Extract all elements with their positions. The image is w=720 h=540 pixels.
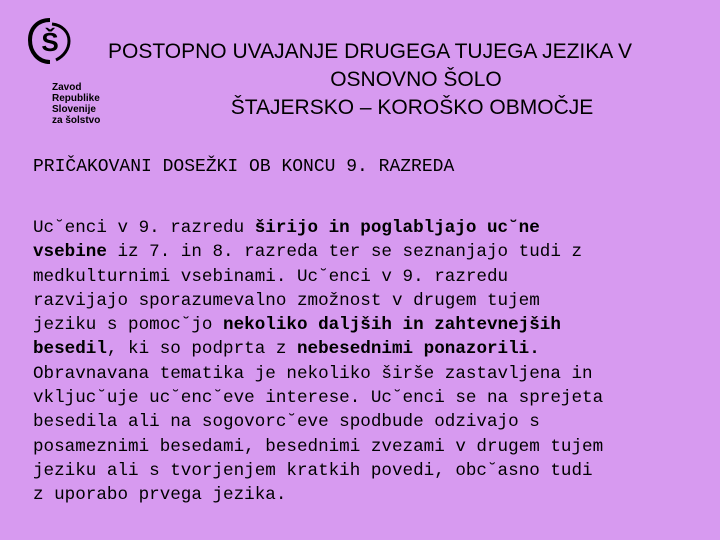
bold-run: vsebine [33,242,107,263]
body-line: z uporabo prvega jezika. [33,485,287,506]
body-line [33,313,713,337]
text-run: jeziku s pomoc˘jo [33,315,224,336]
body-line: jeziku ali s tvorjenjem kratkih povedi, obc˘asno tudi [33,460,593,481]
body-line: medkulturnimi vsebinami. Uc˘enci v 9. razredu [33,266,509,287]
logo-text [52,82,100,126]
body-line: vkljuc˘uje uc˘enc˘eve interese. Uc˘enci se na sprejeta [33,388,604,409]
body-line [33,240,713,264]
body-line: posameznimi besedami, besednimi zvezami v drugem tujem [33,436,604,457]
bold-run: besedil [33,339,107,360]
bold-run: nebesednimi ponazorili. [296,339,540,360]
title-line-3: ŠTAJERSKO – KOROŠKO OBMOČJE [230,96,594,119]
logo-line: za šolstvo [52,115,101,126]
bold-run: širijo in poglabljajo uc˘ne [254,218,540,238]
page-title [100,38,720,122]
text-run: , ki so podprta z [106,339,297,360]
body-line [33,337,713,361]
body-line: razvijajo sporazumevalno zmožnost v drugem tujem [33,290,540,311]
title-line-1: POSTOPNO UVAJANJE DRUGEGA TUJEGA JEZIKA V [108,40,632,63]
body-line: besedila ali na sogovorc˘eve spodbude odzivajo s [33,412,540,433]
title-line-2: OSNOVNO ŠOLO [330,68,502,91]
body-line: Obravnavana tematika je nekoliko širše zastavljena in [33,363,593,384]
section-heading: PRIČAKOVANI DOSEŽKI OB KONCU 9. RAZREDA [33,157,455,177]
logo-line: Republike [52,93,100,104]
logo-line: Slovenije [52,104,96,115]
bold-run: nekoliko daljših in zahtevnejših [223,315,561,336]
text-run: iz 7. in 8. razreda ter se seznanjajo tudi z [106,242,583,263]
text-run: Uc˘enci v 9. razredu [33,218,255,238]
logo-mark: Š [41,27,59,57]
logo-line: Zavod [52,82,82,93]
body-text [33,216,713,508]
zrss-logo-icon [26,16,74,68]
body-line [33,216,713,240]
